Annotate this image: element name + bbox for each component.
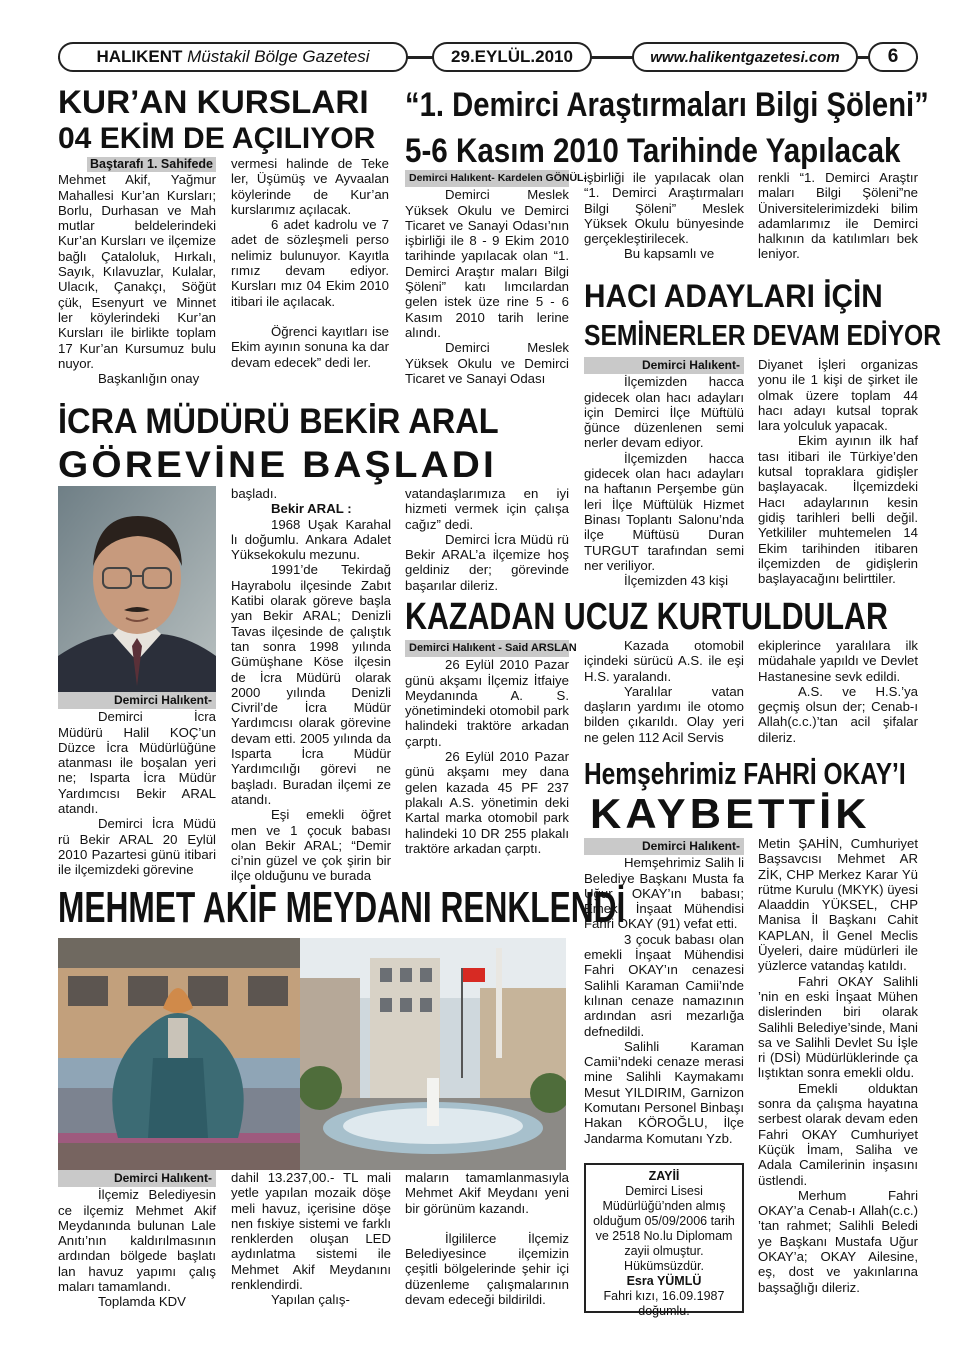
kazadan-text-5: ekiplerince yaralılara ilk müdahale yapıldı ve Devlet Hastanesine sevk edildi. <box>758 638 918 684</box>
demirci-text-3: işbirliği ile yapılacak olan “1. Demirci Araştırmaları Bilgi Şöleni” Meslek Yüksek Okulu bünyesinde gerçekleştirilecek. <box>584 170 744 247</box>
kazadan-text-6: A.S. ve H.S.’ya geçmiş olsun der; Cenab-ı Allah(c.c.)’tan acil şifalar dileriz. <box>758 683 918 745</box>
haci-byline: Demirci Halıkent- <box>584 357 744 374</box>
meydan-col-2 <box>231 1170 391 1308</box>
icra-text-7: Eşi emekli öğret men ve 1 çocuk babası olan Bekir ARAL; “Demir ci’nin güzel ve çok şirin bir ilçe olduğunu ve burada <box>231 807 391 884</box>
meydan-byline: Demirci Halıkent- <box>58 1170 216 1187</box>
akif-square-image <box>300 938 566 1170</box>
icra-text-2: Demirci İcra Müdü rü Bekir ARAL 20 Eylül 2010 Pazartesi günü itibari ile ilçemizdeki görevine <box>58 816 216 878</box>
meydan-text-4: Yapılan çalış- <box>271 1292 350 1308</box>
icra-text-8: vatandaşlarımıza en iyi hizmeti vermek için çalışa cağız” dedi. <box>405 486 569 532</box>
icra-text-3: başladı. <box>231 486 278 501</box>
icra-col-3 <box>405 486 569 593</box>
icra-text-5: 1968 Uşak Karahal lı doğumlu. Ankara Adalet Yüksekokulu mezunu. <box>231 516 391 563</box>
demirci-text-2: Demirci Meslek Yüksek Okulu ve Demirci Ticaret ve Sanayi Odası <box>405 340 569 386</box>
kazadan-text-4: Yaralılar vatan daşların yardımı ile otomo bilden çıkarıldı. Olay yeri ne gelen 112 Acil Servis <box>584 683 744 745</box>
zayi-title: ZAYİİ <box>648 1169 680 1183</box>
zayi-detail: Fahri kızı, 16.09.1987 doğumlu. <box>603 1289 725 1318</box>
zayi-body: Demirci Lisesi Müdürlüğü’nden almış olduğum 05/09/2006 tarih ve 2518 No.lu Diplomam zayii olmuştur. Hükümsüzdür. <box>593 1184 735 1273</box>
kuran-headline-1: KUR’AN KURSLARI <box>58 84 369 120</box>
haci-text-2: İlçemizden hacca gidecek olan hacı adayları na haftanın Perşembe gün leri İlçe Müftülük Hizmet Binası Toplantı Salonu’nda ilçe Müftüsü Duran TURGUT tarafından semi ner veriliyor. <box>584 450 744 573</box>
demirci-col-3 <box>758 170 918 262</box>
icra-text-9: Demirci İcra Müdü rü Bekir ARAL’a ilçemize hoş geldiniz der; görevinde başarılar dileriz. <box>405 531 569 593</box>
lale-monument-image <box>58 938 300 1170</box>
kazadan-byline: Demirci Halıkent - Said ARSLAN <box>405 640 569 657</box>
icra-text-4: Bekir ARAL : <box>271 501 352 517</box>
paper-name: HALIKENT <box>96 47 183 66</box>
icra-col-1 <box>58 692 216 878</box>
meydan-text-2: Toplamda KDV <box>98 1294 186 1310</box>
kuran-text-2: vermesi halinde de Teke ler, Üşümüş ve Ayvaalan köylerinde de Kur’an kurslarımız açılacak. <box>231 156 389 217</box>
icra-text-1: Demirci İcra Müdürü Halil KOÇ’un Düzce İcra Müdürlüğüne atanması ile boşalan yeri ne; Isparta İcra Müdür Yardımcısı Bekir ARAL atandı. <box>58 709 216 817</box>
demirci-col-2 <box>584 170 744 262</box>
haci-text-5: Ekim ayının ilk haf tası itibari ile Türkiye’den kutsal topraklara gidişler başlayacak. İlçemizdeki Hacı adaylarının kesin gidiş tarihleri belli değil. Yetkililer muhtemelen 14 Ekim tarihinden itibaren ilçemizden de gidişlerin başlayacağını belirttiler. <box>758 433 918 587</box>
zayi-notice <box>584 1163 744 1318</box>
okay-text-4: Metin ŞAHİN, Cumhuriyet Başsavcısı Mehmet AR ZİK, CHP Merkez Karar Yü rütme Kurulu (MKYK) üyesi Alaaddin YÜKSEL, CHP Manisa İl Başkanı Cahit KAPLAN, İl Genel Meclis Üyeleri, daire müdürleri ile yüzlerce vatandaş katıldı. <box>758 836 918 974</box>
haci-col-2 <box>758 357 918 586</box>
okay-text-6: Emekli olduktan sonra da çalışma hayatına serbest olarak devam eden Fahri OKAY Cumhuriyet Küçük İmam, Saliha ve Adala Camilerinin inşasını üstlendi. <box>758 1080 918 1188</box>
meydan-text-6: İlgililerce İlçemiz Belediyesince ilçemizin çeşitli bölgelerinde şehir içi düzenleme çalışmalarının devam edeceği bildirildi. <box>405 1230 569 1308</box>
okay-headline-1: Hemşehrimiz FAHRİ OKAY’I <box>584 756 906 791</box>
okay-text-7: Merhum Fahri OKAY’a Cenab-ı Allah(c.c.) ’tan rahmet; Salihli Beledi ye Başkanı Mustafa Uğur OKAY’a; OKAY Ailesine, eş, dost ve yakınlarına başsağlığı dileriz. <box>758 1187 918 1295</box>
website: www.halikentgazetesi.com <box>632 42 858 72</box>
kazadan-col-2 <box>584 638 744 745</box>
akif-square-photo <box>300 938 566 1170</box>
kazadan-text-1: 26 Eylül 2010 Pazar günü akşamı İlçemiz İtfaiye Meydanında A. S. yönetimindeki otomobil park halindeki traktöre arkadan çarptı. <box>405 657 569 749</box>
haci-headline-1: HACI ADAYLARI İÇİN <box>584 278 883 314</box>
kuran-text-1b: Başkanlığın onay <box>98 371 200 387</box>
kuran-headline-2: 04 EKİM DE AÇILIYOR <box>58 122 376 155</box>
paper-name-box <box>58 42 408 72</box>
kuran-col-2 <box>231 156 389 370</box>
meydan-text-1: İlçemiz Belediyesin ce ilçemiz Mehmet Akif Meydanında bulunan Lale Anıtı’nın kaldırılmasının ardından bölgede başlatı lan havuz yapımı çalış maları tamamlandı. <box>58 1187 216 1295</box>
kazadan-col-3 <box>758 638 918 745</box>
meydan-text-5: maların tamamlanmasıyla Mehmet Akif Meydanı yeni bir görünüm kazandı. <box>405 1170 569 1216</box>
demirci-text-4: Bu kapsamlı ve <box>624 246 715 262</box>
kazadan-headline: KAZADAN UCUZ KURTULDULAR <box>405 596 888 638</box>
meydan-col-3 <box>405 1170 569 1307</box>
icra-byline: Demirci Halıkent- <box>58 692 216 709</box>
okay-text-5: Fahri OKAY Salihli ’nin en eski İnşaat Mühen dislerinden biri olarak Salihli Belediye’sinde, Mani sa ve Salihli Devlet Su İşle ri (DSİ) Müdürlüklerinde ça lıştıktan sonra emekli oldu. <box>758 973 918 1081</box>
haci-text-3: İlçemizden 43 kişi <box>624 573 729 589</box>
bekir-aral-photo <box>58 486 216 692</box>
issue-date: 29.EYLÜL.2010 <box>432 42 592 72</box>
okay-text-3: Salihli Karaman Camii’ndeki cenaze merasi mine Salihli Kaymakamı Mesut YILDIRIM, Garnizon Komutanı Personel Binbaşı Hakan KÖROĞLU, İlçe Jandarma Komutanı Yzb. <box>584 1038 744 1146</box>
haci-col-1 <box>584 357 744 588</box>
demirci-col-1 <box>405 170 587 386</box>
kazadan-col-1 <box>405 640 577 856</box>
okay-text-1: Hemşehrimiz Salih li Belediye Başkanı Musta fa Uğur OKAY’ın babası; Emekli İnşaat Mühendisi Fahri OKAY (91) vefat etti. <box>584 855 744 932</box>
portrait-image <box>58 486 216 692</box>
kuran-text-1: Mehmet Akif, Yağmur Mahallesi Kur’an Kursları; Borlu, Durhasan ve Mah mutlar beldelerindeki Kur’an Kursları ve ilçemize bağlı Çataloluk, Hırkalı, Sayık, Kılavuzlar, Kulalar, Ulacık, Çanakçı, Söğüt çük, Esenyurt ve Minnet ler köylerindeki Kur’an Kursları ile birlikte toplam 17 Kur’an Kursumuz bulu nuyor. <box>58 172 216 371</box>
demirci-byline: Demirci Halıkent- Kardelen GÖNÜL- <box>405 170 569 187</box>
haci-text-4: Diyanet İşleri organizas yonu ile 1 kişi de şirket ile olmak üzere toplam 44 hacı adayı kutsal toprak lara yolculuk yapacak. <box>758 357 918 434</box>
demirci-text-5: renkli “1. Demirci Araştır maları Bilgi Şöleni”ne Üniversitelerimizdeki bilim adamlarımız ile Demirci halkının da katılımları bek leniyor. <box>758 170 918 262</box>
lale-monument-photo <box>58 938 300 1170</box>
kazadan-text-2: 26 Eylül 2010 Pazar günü akşamı mey dana gelen kazada 45 PF 237 plakalı A.S. yönetimin deki Kartal marka otomobil park halindeki 10 DR 255 plakalı traktöre arkadan çarptı. <box>405 749 569 856</box>
kazadan-text-3: Kazada otomobil içindeki sürücü A.S. ile eşi H.S. yaralandı. <box>584 638 744 684</box>
icra-text-6: 1991’de Tekirdağ Hayrabolu ilçesinde Zabıt Katibi olarak göreve başla yan Bekir ARAL; Denizli Tavas ilçesinde de çalıştık tan sonra 1998 yılında Gümüşhane Köse ilçesin de İcra Müdürü olarak 2000 yılında Denizli Civril’de İcra Müdür Yardımcısı olarak görevine devam etti. 2005 yılında da Isparta İcra Müdür Yardımcılığı görevi ne başladı. Buradan ilçemi ze atandı. <box>231 562 391 807</box>
meydan-headline: MEHMET AKİF MEYDANI RENKLENDİ <box>58 883 626 932</box>
icra-headline-2: GÖREVİNE BAŞLADI <box>58 444 497 485</box>
kuran-continued-tag: Baştarafı 1. Sahifede <box>87 157 216 172</box>
kuran-text-4: Öğrenci kayıtları ise Ekim ayının sonuna ka dar devam edecek” dedi ler. <box>231 323 389 370</box>
okay-headline-2: KAYBETTİK <box>590 790 871 837</box>
icra-col-2 <box>231 486 391 884</box>
demirci-headline-2: 5-6 Kasım 2010 Tarihinde Yapılacak <box>405 132 901 170</box>
haci-text-1: İlçemizden hacca gidecek olan hacı adayları için Demirci İlçe Müftülü ğünce düzenlenen semi nerler devam ediyor. <box>584 374 744 451</box>
kuran-text-3: 6 adet kadrolu ve 7 adet de sözleşmeli perso nelimiz bulunuyor. Kayıtla rımız devam ediyor. Kursları mız 04 Ekim 2010 itibari ile açılacak. <box>231 217 389 309</box>
meydan-col-1 <box>58 1170 216 1310</box>
zayi-name: Esra YÜMLÜ <box>626 1274 702 1288</box>
page-number: 6 <box>868 42 918 72</box>
kuran-col-1 <box>58 156 216 386</box>
demirci-headline-1: “1. Demirci Araştırmaları Bilgi Şöleni” <box>405 86 929 124</box>
demirci-text-1: Demirci Meslek Yüksek Okulu ve Demirci Ticaret ve Sanayi Odası’nın işbirliği ile 8 - 9 Ekim 2010 tarihinde yapılacak olan “1. Demirci Araştır maları Bilgi Şöleni” katı lımcılardan gelen istek üze rine 5 - 6 Kasım 2010 tarih lerine alındı. <box>405 187 569 340</box>
meydan-text-3: dahil 13.237,00.- TL mali yetle yapılan mozaik döşe meli havuz, içerisine döşe nen fıskiye sistemi ve farklı renklerden oluşan LED aydınlatma sistemi ile Mehmet Akif Meydanını renklendirdi. <box>231 1170 391 1293</box>
paper-subtitle: Müstakil Bölge Gazetesi <box>187 47 370 66</box>
okay-text-2: 3 çocuk babası olan emekli İnşaat Mühendisi Fahri OKAY’ın cenazesi Salihli Karaman Camii’nde kılınan cenaze namazının ardından asri mezarlığa defnedildi. <box>584 931 744 1039</box>
haci-headline-2: SEMİNERLER DEVAM EDİYOR <box>584 320 942 352</box>
okay-byline: Demirci Halıkent- <box>584 838 744 855</box>
okay-col-2 <box>758 836 918 1295</box>
icra-headline-1: İCRA MÜDÜRÜ BEKİR ARAL <box>58 402 499 441</box>
